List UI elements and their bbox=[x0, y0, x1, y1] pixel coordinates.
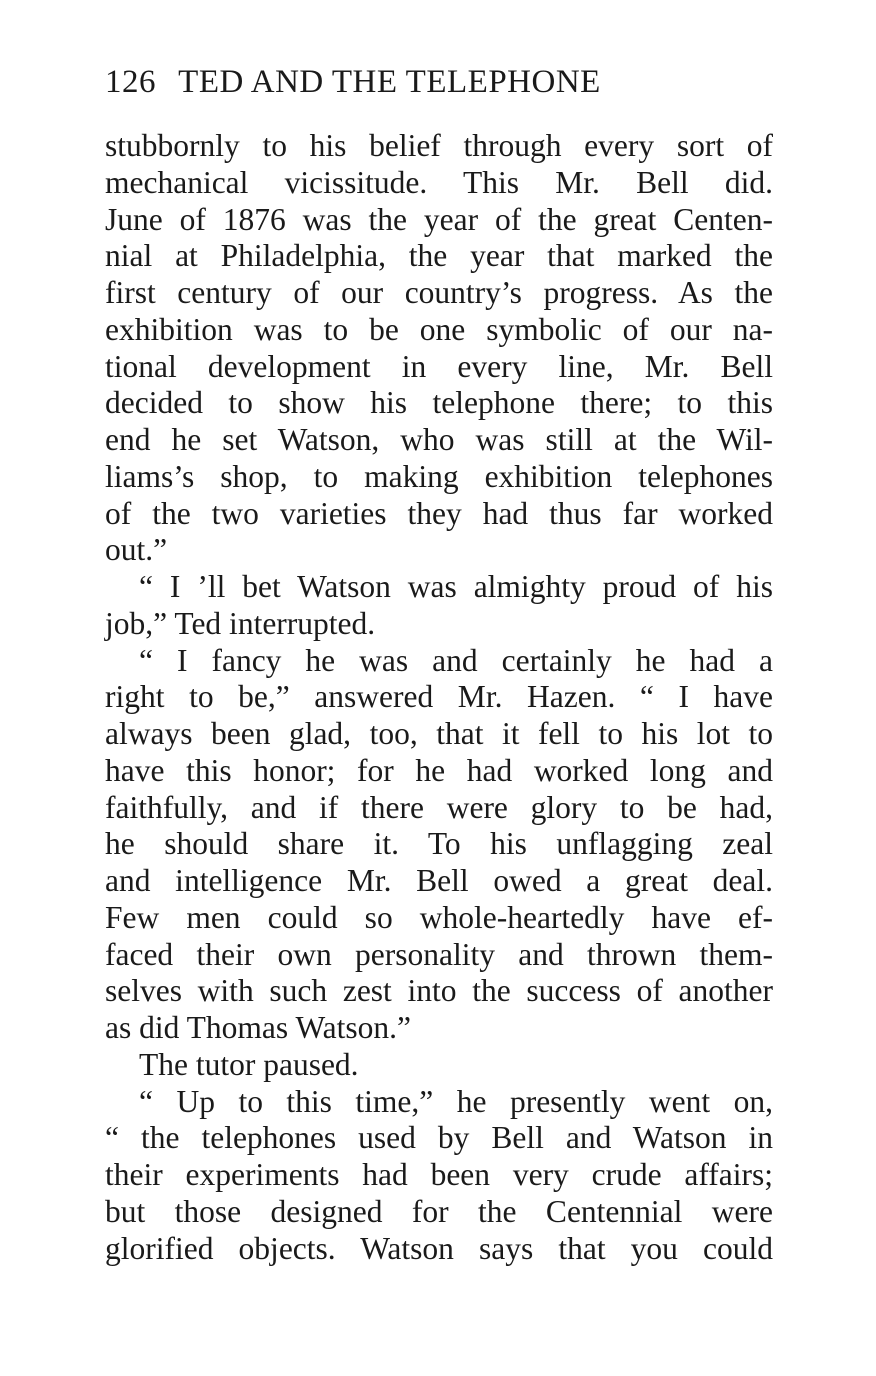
text-line: end he set Watson, who was still at the Wil- bbox=[105, 422, 773, 457]
text-line: job,” Ted interrupted. bbox=[105, 605, 376, 641]
text-line: out.” bbox=[105, 532, 168, 568]
text-line: always been glad, too, that it fell to his lot to bbox=[105, 716, 773, 751]
text-line: liams’s shop, to making exhibition telephones bbox=[105, 458, 773, 494]
body-text bbox=[105, 128, 773, 1267]
text-line: Few men could so whole-heartedly have ef- bbox=[105, 899, 773, 935]
text-line: “ the telephones used by Bell and Watson in bbox=[105, 1120, 773, 1156]
text-line: their experiments had been very crude affairs; bbox=[105, 1157, 773, 1192]
text-line: have this honor; for he had worked long and bbox=[105, 752, 773, 788]
text-line: stubbornly to his belief through every sort of bbox=[105, 128, 773, 163]
text-line: faced their own personality and thrown them- bbox=[105, 936, 773, 972]
text-line: The tutor paused. bbox=[139, 1046, 359, 1082]
text-line: but those designed for the Centennial were bbox=[105, 1193, 773, 1229]
text-line: first century of our country’s progress. As the bbox=[105, 275, 773, 310]
text-line: selves with such zest into the success of another bbox=[105, 973, 773, 1009]
running-title: TED AND THE TELEPHONE bbox=[178, 64, 601, 100]
text-line: “ I ’ll bet Watson was almighty proud of his bbox=[139, 569, 773, 604]
text-line: he should share it. To his unflagging zeal bbox=[105, 826, 773, 862]
text-line: and intelligence Mr. Bell owed a great deal. bbox=[105, 863, 773, 898]
page-number: 126 bbox=[105, 64, 156, 100]
text-line: mechanical vicissitude. This Mr. Bell did. bbox=[105, 164, 773, 200]
text-line: of the two varieties they had thus far worked bbox=[105, 495, 773, 531]
text-line: “ I fancy he was and certainly he had a bbox=[139, 642, 773, 678]
text-line: June of 1876 was the year of the great Centen- bbox=[105, 201, 773, 237]
text-line: decided to show his telephone there; to this bbox=[105, 385, 773, 421]
text-line: faithfully, and if there were glory to be had, bbox=[105, 789, 773, 825]
running-head bbox=[105, 62, 785, 102]
text-line: right to be,” answered Mr. Hazen. “ I have bbox=[105, 679, 773, 715]
text-line: as did Thomas Watson.” bbox=[105, 1010, 412, 1045]
text-line: exhibition was to be one symbolic of our na- bbox=[105, 311, 773, 347]
text-line: glorified objects. Watson says that you could bbox=[105, 1230, 773, 1266]
text-line: tional development in every line, Mr. Bell bbox=[105, 348, 773, 384]
text-line: “ Up to this time,” he presently went on, bbox=[139, 1083, 773, 1119]
text-line: nial at Philadelphia, the year that marked the bbox=[105, 238, 773, 274]
